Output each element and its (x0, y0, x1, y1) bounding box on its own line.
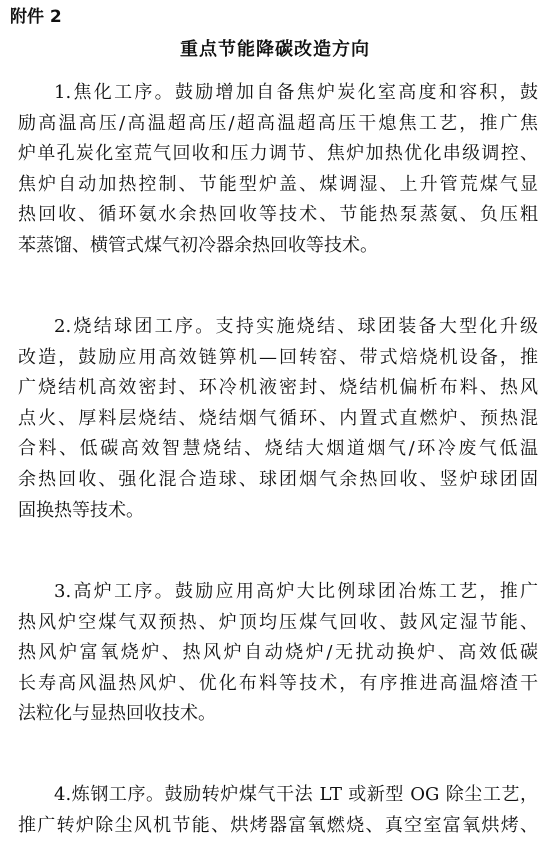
annex-label: 附件 2 (10, 7, 62, 27)
paragraph-line: 合料、低碳高效智慧烧结、烧结大烟道烟气/环冷废气低温 (18, 438, 538, 460)
paragraph-line: 改造，鼓励应用高效链箅机—回转窑、带式焙烧机设备，推 (18, 346, 538, 368)
section-steelmaking (18, 780, 538, 841)
paragraph-line: 长寿高风温热风炉、优化布料等技术，有序推进高温熔渣干 (18, 672, 538, 694)
section-sintering-pelletizing (18, 312, 538, 526)
paragraph-line: 余热回收、强化混合造球、球团烟气余热回收、竖炉球团固 (18, 468, 538, 490)
paragraph-line: 焦炉自动加热控制、节能型炉盖、煤调湿、上升管荒煤气显 (18, 173, 538, 195)
section-blast-furnace (18, 577, 538, 730)
paragraph-line: 4.炼钢工序。鼓励转炉煤气干法 LT 或新型 OG 除尘工艺， (54, 784, 538, 805)
paragraph-line: 法粒化与显热回收技术。 (18, 703, 216, 725)
paragraph-line: 苯蒸馏、横管式煤气初冷器余热回收等技术。 (18, 234, 378, 256)
paragraph-line: 热风炉空煤气双预热、炉顶均压煤气回收、鼓风定湿节能、 (18, 611, 538, 633)
section-coking (18, 78, 538, 262)
paragraph-line: 1.焦化工序。鼓励增加自备焦炉炭化室高度和容积，鼓 (54, 82, 538, 103)
paragraph-line: 炉单孔炭化室荒气回收和压力调节、焦炉加热优化串级调控、 (18, 143, 538, 165)
document-title: 重点节能降碳改造方向 (180, 39, 370, 60)
paragraph-line: 3.高炉工序。鼓励应用高炉大比例球团冶炼工艺，推广 (54, 581, 538, 602)
paragraph-line: 推广转炉除尘风机节能、烘烤器富氧燃烧、真空室富氧烘烤、 (18, 814, 538, 836)
paragraph-line: 热回收、循环氨水余热回收等技术、节能热泵蒸氨、负压粗 (18, 204, 538, 226)
paragraph-line: 固换热等技术。 (18, 499, 144, 521)
paragraph-line: 热风炉富氧烧炉、热风炉自动烧炉/无扰动换炉、高效低碳 (18, 642, 538, 664)
paragraph-line: 2.烧结球团工序。支持实施烧结、球团装备大型化升级 (54, 316, 538, 337)
paragraph-line: 点火、厚料层烧结、烧结烟气循环、内置式直燃炉、预热混 (18, 407, 538, 429)
paragraph-line: 广烧结机高效密封、环冷机液密封、烧结机偏析布料、热风 (18, 377, 538, 399)
paragraph-line: 励高温高压/高温超高压/超高温超高压干熄焦工艺，推广焦 (18, 112, 538, 134)
